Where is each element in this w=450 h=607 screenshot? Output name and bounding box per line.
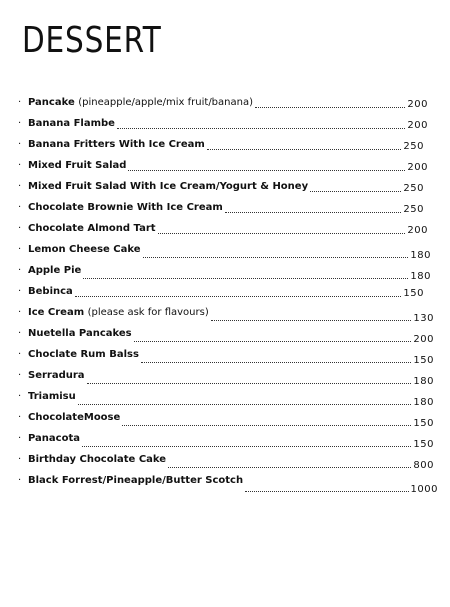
menu-item-price: 180 (410, 250, 431, 261)
menu-item (18, 159, 428, 180)
bullet-point: · (18, 160, 22, 171)
menu-item-name-text: Pancake (28, 97, 75, 108)
dot-leader (87, 383, 411, 384)
bullet-point: · (18, 349, 22, 360)
menu-item-name-text: Apple Pie (28, 265, 82, 276)
bullet-point: · (18, 475, 22, 486)
menu-item-price: 180 (413, 397, 434, 408)
bullet-point: · (18, 118, 22, 129)
dot-leader (225, 212, 401, 213)
bullet-point: · (18, 307, 22, 318)
dot-leader (128, 170, 405, 171)
menu-item-name (28, 285, 73, 299)
menu-item-name (28, 327, 132, 341)
menu-item-price: 180 (413, 376, 434, 387)
menu-item (18, 117, 428, 138)
menu-item-price: 200 (407, 225, 428, 236)
menu-item (18, 327, 434, 348)
menu-item-price: 200 (407, 99, 428, 110)
dot-leader (158, 233, 405, 234)
menu-item-name (28, 453, 166, 467)
menu-item-name (28, 432, 80, 446)
menu-item (18, 474, 438, 495)
dot-leader (78, 404, 411, 405)
menu-item-name (28, 96, 253, 110)
menu-item-name (28, 348, 139, 362)
menu-item-price: 150 (403, 288, 424, 299)
menu-item-name (28, 243, 141, 257)
menu-item (18, 96, 428, 117)
menu-item-name-text: Black Forrest/Pineapple/Butter Scotch (28, 475, 244, 486)
menu-item (18, 285, 428, 306)
menu-item (18, 369, 434, 390)
bullet-point: · (18, 286, 22, 297)
menu-title: DESSERT (22, 20, 162, 61)
menu-item-name-text: Mixed Fruit Salad With Ice Cream/Yogurt & Honey (28, 181, 309, 192)
menu-item-name (28, 222, 156, 236)
menu-item-name-text: Birthday Chocolate Cake (28, 454, 167, 465)
dot-leader (122, 425, 411, 426)
dot-leader (141, 362, 411, 363)
menu-item-name-text: Bebinca (28, 286, 73, 297)
menu-item-price: 150 (413, 439, 434, 450)
menu-item-price: 250 (403, 204, 424, 215)
dessert-menu-list (18, 96, 438, 495)
menu-item (18, 180, 428, 201)
menu-item-name-text: Chocolate Almond Tart (28, 223, 156, 234)
menu-item-name-text: ChocolateMoose (28, 412, 121, 423)
menu-item-name (28, 201, 223, 215)
dot-leader (117, 128, 405, 129)
dot-leader (134, 341, 411, 342)
menu-item-note: (pineapple/apple/mix fruit/banana) (78, 97, 253, 108)
menu-item-price: 180 (410, 271, 431, 282)
menu-item (18, 222, 428, 243)
menu-item (18, 411, 434, 432)
menu-item (18, 453, 434, 474)
menu-item (18, 306, 434, 327)
dot-leader (211, 320, 411, 321)
menu-item-name (28, 474, 243, 488)
bullet-point: · (18, 433, 22, 444)
bullet-point: · (18, 265, 22, 276)
bullet-point: · (18, 181, 22, 192)
menu-item-name-text: Chocolate Brownie With Ice Cream (28, 202, 223, 213)
menu-item-note: (please ask for flavours) (87, 307, 209, 318)
dot-leader (207, 149, 401, 150)
dot-leader (168, 467, 411, 468)
menu-item-name-text: Panacota (28, 433, 81, 444)
menu-item-name (28, 411, 120, 425)
menu-item-price: 250 (403, 141, 424, 152)
menu-item (18, 390, 434, 411)
menu-item-name (28, 180, 308, 194)
menu-item-name (28, 138, 205, 152)
bullet-point: · (18, 412, 22, 423)
bullet-point: · (18, 244, 22, 255)
dot-leader (83, 278, 408, 279)
menu-item-name-text: Triamisu (28, 391, 76, 402)
menu-item-name-text: Nuetella Pancakes (28, 328, 132, 339)
menu-item-name (28, 264, 81, 278)
menu-item-name (28, 306, 209, 320)
menu-item (18, 432, 434, 453)
menu-item-name-text: Banana Flambe (28, 118, 115, 129)
bullet-point: · (18, 97, 22, 108)
menu-item-price: 130 (413, 313, 434, 324)
bullet-point: · (18, 454, 22, 465)
menu-item (18, 201, 428, 222)
menu-item-name (28, 117, 115, 131)
menu-item (18, 348, 434, 369)
bullet-point: · (18, 328, 22, 339)
menu-item-name-text: Mixed Fruit Salad (28, 160, 127, 171)
dot-leader (75, 296, 401, 297)
menu-item-name (28, 159, 126, 173)
menu-item (18, 243, 431, 264)
menu-item-price: 150 (413, 418, 434, 429)
menu-item-name (28, 390, 76, 404)
menu-item-name-text: Banana Fritters With Ice Cream (28, 139, 205, 150)
menu-item-price: 250 (403, 183, 424, 194)
dot-leader (82, 446, 411, 447)
menu-item-price: 1000 (410, 484, 438, 495)
bullet-point: · (18, 139, 22, 150)
menu-item-price: 200 (407, 120, 428, 131)
menu-item (18, 138, 428, 159)
menu-item-price: 200 (413, 334, 434, 345)
dot-leader (310, 191, 401, 192)
menu-item-name-text: Ice Cream (28, 307, 85, 318)
dot-leader (245, 491, 409, 492)
bullet-point: · (18, 391, 22, 402)
bullet-point: · (18, 370, 22, 381)
menu-item-price: 200 (407, 162, 428, 173)
bullet-point: · (18, 223, 22, 234)
dot-leader (143, 257, 408, 258)
dot-leader (255, 107, 405, 108)
menu-item-price: 150 (413, 355, 434, 366)
menu-item (18, 264, 431, 285)
bullet-point: · (18, 202, 22, 213)
menu-item-name-text: Choclate Rum Balss (28, 349, 139, 360)
menu-item-name-text: Serradura (28, 370, 85, 381)
menu-item-name-text: Lemon Cheese Cake (28, 244, 141, 255)
menu-item-name (28, 369, 85, 383)
menu-item-price: 800 (413, 460, 434, 471)
